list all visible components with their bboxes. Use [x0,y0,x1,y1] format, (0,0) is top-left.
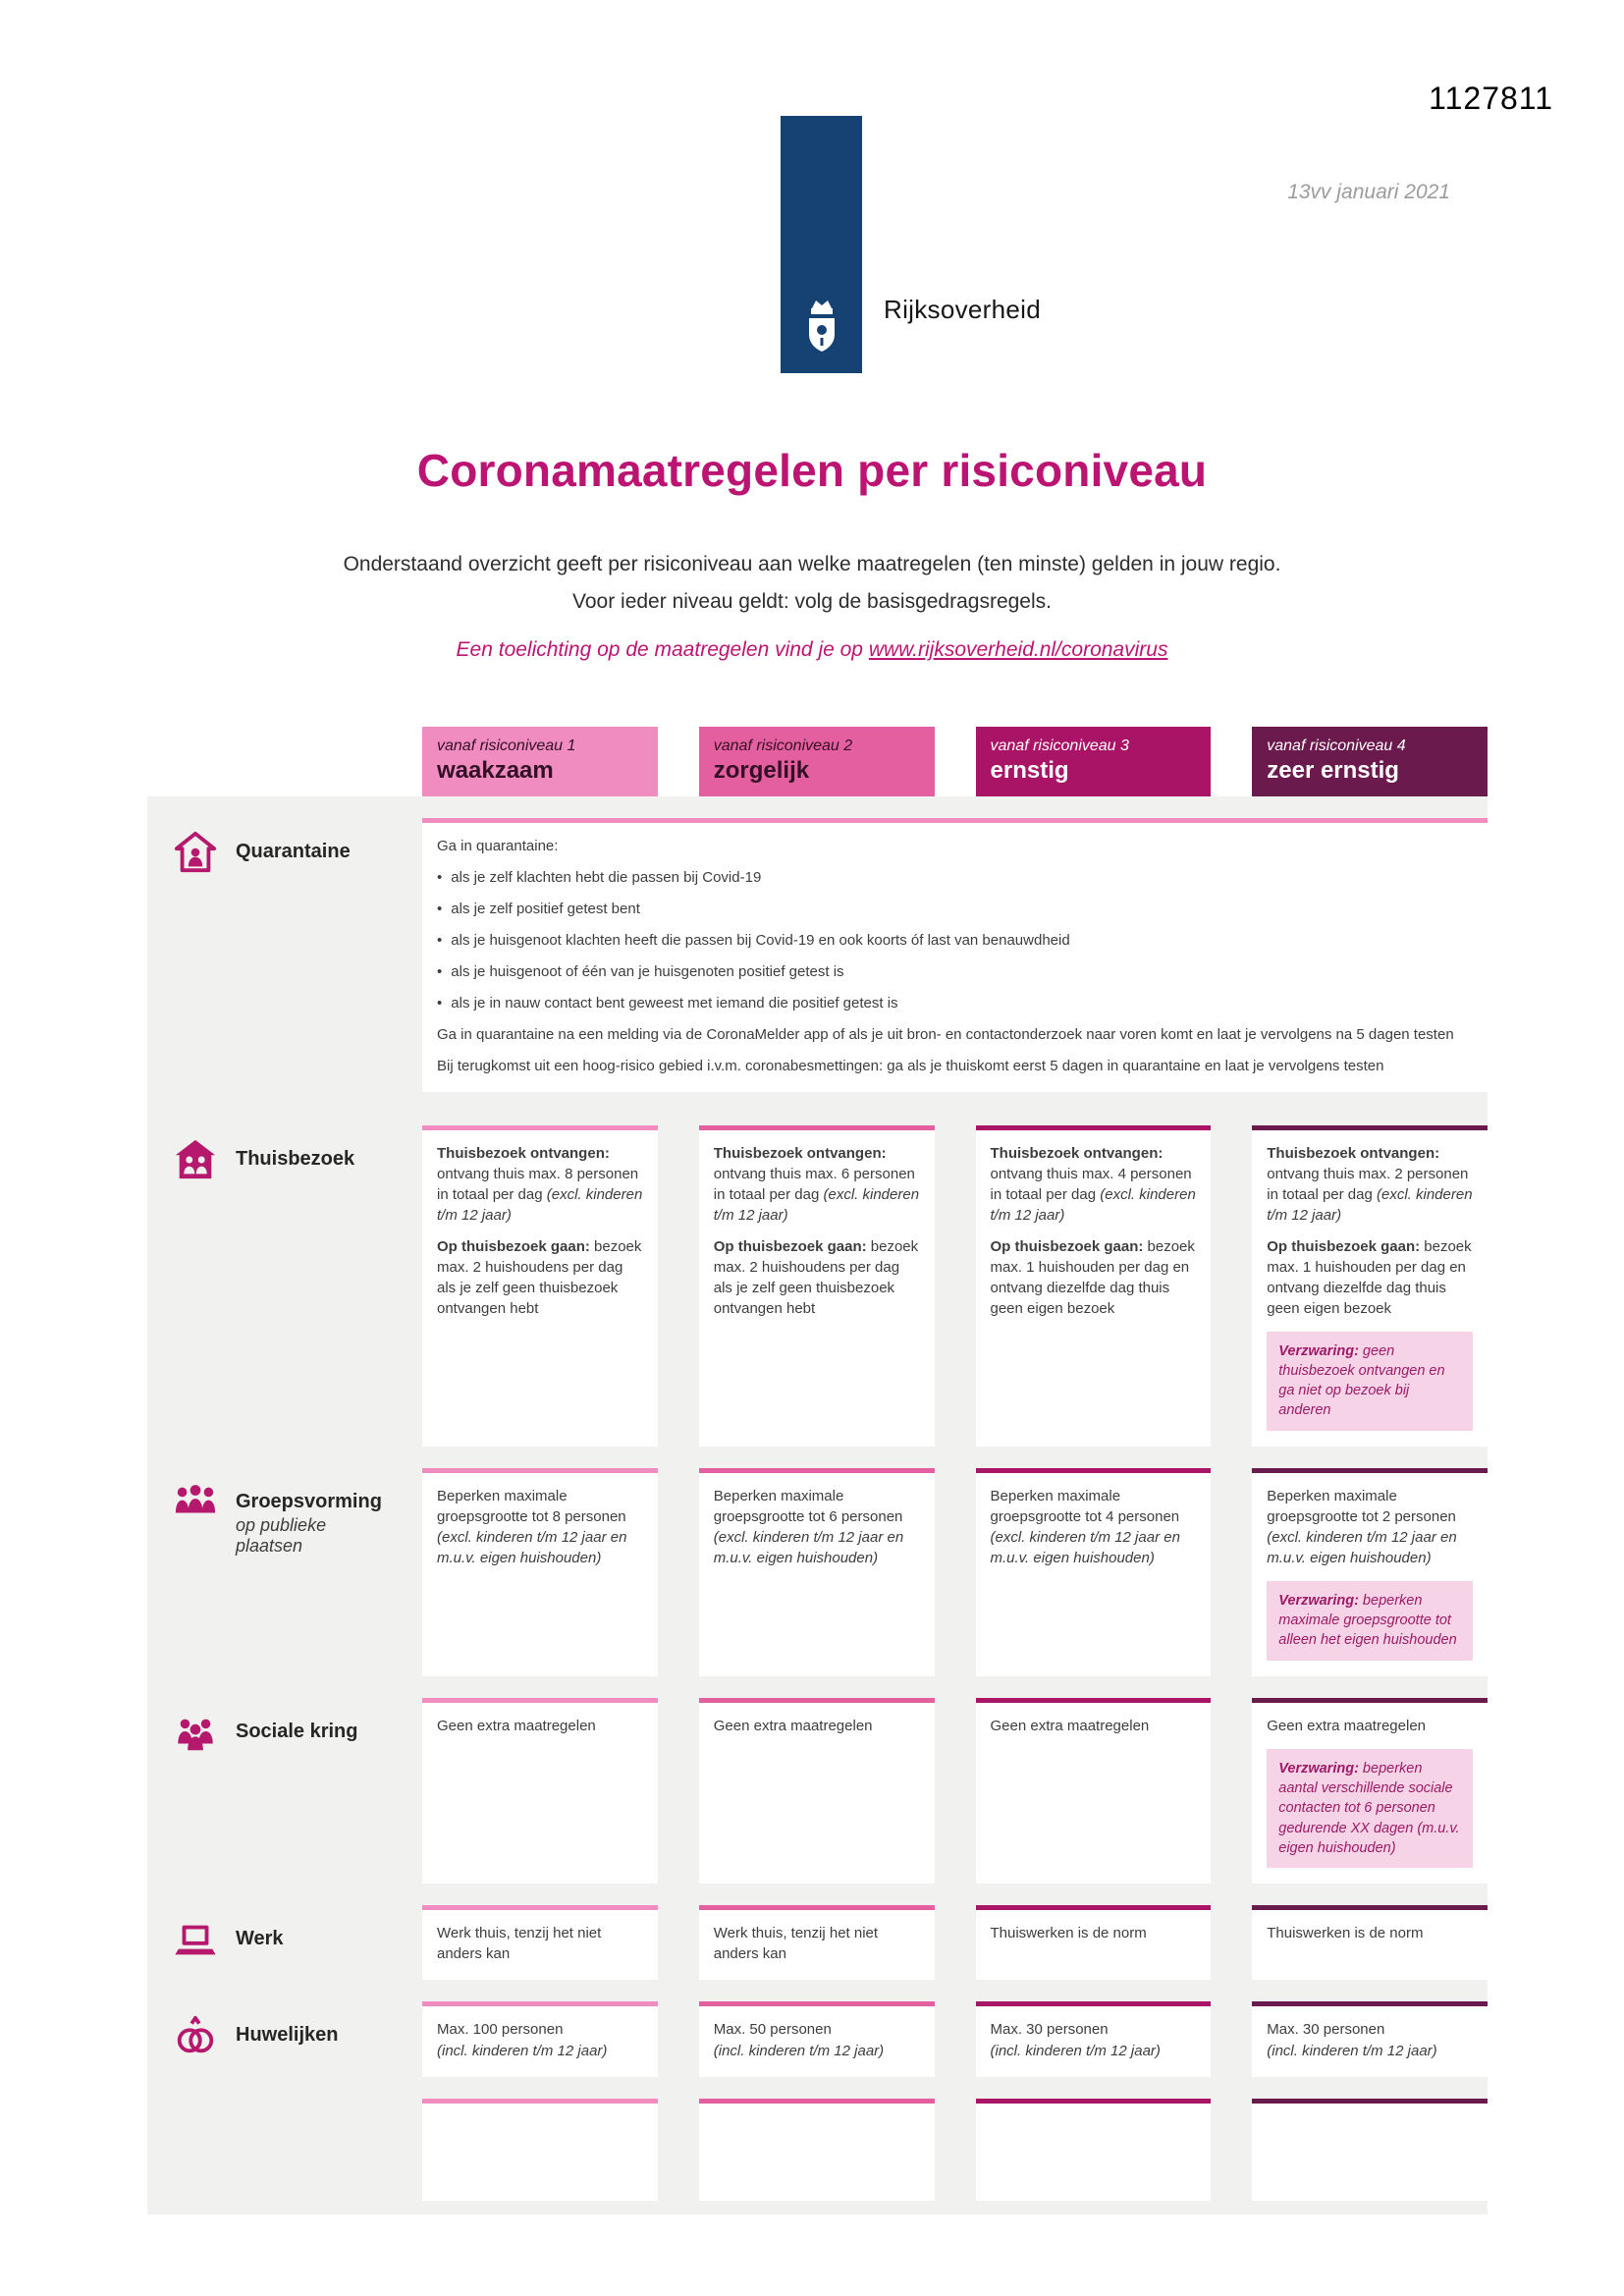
cell-paragraph [714,1143,920,1226]
verzwaring-lead: Verzwaring: [1278,1760,1359,1777]
row-title-wrap [236,1137,354,1171]
quarantaine-bullet [437,961,1473,982]
row-label-thuisbezoek [147,1125,381,1447]
lead-bold: Thuisbezoek ontvangen: [990,1144,1164,1162]
body-text: Beperken maximale groepsgrootte tot 2 personen [1267,1487,1456,1525]
sociale-kring-cell-zorgelijk [699,1698,935,1884]
body-text: bezoek max. 2 huishoudens per dag als je zelf geen thuisbezoek ontvangen hebt [713,1237,919,1317]
quarantaine-bullet [437,930,1473,951]
body-text: bezoek max. 1 huishouden per dag en ontvang diezelfde dag thuis geen eigen bezoek [990,1237,1195,1317]
row-title: Werk [236,1928,284,1950]
row-label-werk [147,1905,381,1980]
row-huwelijken [147,2001,1488,2077]
rijksoverheid-wordmark: Rijksoverheid [884,295,1041,324]
level-name: ernstig [990,757,1069,785]
cutoff-cell [976,2099,1212,2201]
cell-paragraph: Thuiswerken is de norm [990,1925,1147,1942]
cell-paragraph: Werk thuis, tenzij het niet anders kan [437,1925,602,1963]
body-text: bezoek max. 1 huishouden per dag en ontvang diezelfde dag thuis geen eigen bezoek [1267,1237,1472,1317]
row-title: Quarantaine [236,840,351,862]
bullet-dot: • [437,900,443,917]
level-name: waakzaam [437,757,554,785]
cell-paragraph [437,1486,643,1568]
huwelijken-cell-zorgelijk [699,2001,935,2077]
groepsvorming-cell-zeer-ernstig [1252,1468,1488,1676]
level-header-zorgelijk [699,727,935,796]
bullet-dot: • [437,868,443,886]
link-prefix: Een toelichting op de maatregelen vind je op [456,638,869,661]
cell-paragraph: Max. 30 personen [1267,2021,1385,2039]
cutoff-spacer [147,2099,381,2201]
quarantaine-bullet [437,899,1473,919]
italic-note: (excl. kinderen t/m 12 jaar en m.u.v. eigen huishouden) [713,1528,904,1566]
row-label-sociale-kring [147,1698,381,1884]
italic-note: (excl. kinderen t/m 12 jaar) [990,1185,1196,1224]
italic-note: (excl. kinderen t/m 12 jaar) [713,1185,920,1224]
italic-note: (incl. kinderen t/m 12 jaar) [1267,2043,1437,2060]
werk-cell-zorgelijk [699,1905,935,1980]
document-number: 1127811 [1429,81,1553,116]
cell-paragraph [1267,1486,1473,1568]
header-spacer [147,727,381,796]
level-pre-label: vanaf risiconiveau 4 [1267,738,1406,754]
level-header-row [147,727,1488,796]
huwelijken-cell-ernstig [976,2001,1212,2077]
social-circle-icon [173,1710,218,1755]
wedding-rings-icon [173,2013,218,2058]
thuisbezoek-cell-zorgelijk [699,1125,935,1447]
level-header-zeer-ernstig [1252,727,1488,796]
cell-paragraph [714,1236,920,1319]
body-text: ontvang thuis max. 2 personen in totaal per dag [1267,1165,1469,1203]
cutoff-cell [1252,2099,1488,2201]
cell-paragraph: Max. 30 personen [990,2021,1109,2039]
bullet-text: als je zelf klachten hebt die passen bij Covid-19 [451,868,762,886]
body-text: Beperken maximale groepsgrootte tot 4 personen [990,1487,1180,1525]
row-groepsvorming [147,1468,1488,1676]
thuisbezoek-cell-ernstig [976,1125,1212,1447]
cell-paragraph [991,1143,1197,1226]
row-title-wrap [236,1480,382,1557]
level-header-ernstig [976,727,1212,796]
home-visit-icon [173,1137,218,1182]
werk-cell-zeer-ernstig [1252,1905,1488,1980]
quarantaine-intro: Ga in quarantaine: [437,837,559,854]
quarantaine-note-1: Ga in quarantaine na een melding via de CoronaMelder app of als je uit bron- en contactonderzoek naar voren komt en laat je vervolgens na 5 dagen testen [437,1025,1454,1043]
verzwaring-text: geen thuisbezoek ontvangen en ga niet op bezoek bij anderen [1278,1342,1445,1419]
lead-bold: Thuisbezoek ontvangen: [713,1144,887,1162]
row-title-wrap [236,2013,338,2047]
row-title-wrap [236,1710,358,1743]
sociale-kring-cell-waakzaam [422,1698,658,1884]
cell-paragraph: Geen extra maatregelen [990,1717,1150,1734]
body-text: Beperken maximale groepsgrootte tot 6 personen [713,1487,903,1525]
verzwaring-text: beperken maximale groepsgrootte tot alleen het eigen huishouden [1278,1592,1457,1649]
italic-note: (excl. kinderen t/m 12 jaar en m.u.v. eigen huishouden) [437,1528,627,1566]
row-label-groepsvorming [147,1468,381,1676]
body-text: ontvang thuis max. 4 personen in totaal per dag [990,1165,1192,1203]
verzwaring-box [1267,1749,1473,1868]
verzwaring-lead: Verzwaring: [1278,1592,1359,1609]
row-quarantaine [147,818,1488,1092]
cell-paragraph [991,1486,1197,1568]
quarantaine-note-2: Bij terugkomst uit een hoog-risico gebied i.v.m. coronabesmettingen: ga als je thuiskomt eerst 5 dagen in quarantaine en laat je vervolgens testen [437,1057,1384,1074]
row-title-wrap [236,1917,284,1950]
quarantine-person-home-icon [173,830,218,875]
bullet-text: als je zelf positief getest bent [451,900,640,917]
body-text: bezoek max. 2 huishoudens per dag als je zelf geen thuisbezoek ontvangen hebt [437,1237,642,1317]
cell-paragraph: Werk thuis, tenzij het niet anders kan [713,1925,879,1963]
italic-note: (incl. kinderen t/m 12 jaar) [437,2043,608,2060]
lead-bold: Op thuisbezoek gaan: [990,1237,1144,1255]
row-sociale-kring [147,1698,1488,1884]
body-text: ontvang thuis max. 8 personen in totaal per dag [437,1165,639,1203]
bullet-text: als je in nauw contact bent geweest met iemand die positief getest is [451,994,898,1011]
bullet-text: als je huisgenoot klachten heeft die passen bij Covid-19 en ook koorts óf last van benauwdheid [451,931,1070,949]
cell-paragraph [437,1236,643,1319]
groepsvorming-cell-zorgelijk [699,1468,935,1676]
cell-paragraph [1267,1236,1473,1319]
cell-paragraph: Max. 50 personen [713,2021,832,2039]
row-label-quarantaine [147,818,381,1092]
cell-paragraph [714,1486,920,1568]
lead-bold: Thuisbezoek ontvangen: [1267,1144,1440,1162]
body-text: Beperken maximale groepsgrootte tot 8 personen [437,1487,626,1525]
quarantaine-bullet [437,867,1473,888]
groepsvorming-cell-waakzaam [422,1468,658,1676]
row-title: Groepsvorming [236,1490,382,1512]
measures-panel [147,796,1488,2215]
row-cutoff [147,2099,1488,2201]
bullet-dot: • [437,994,443,1011]
verzwaring-lead: Verzwaring: [1278,1342,1359,1359]
quarantaine-content-cell [422,818,1488,1092]
coat-of-arms-icon [800,295,843,359]
italic-note: (excl. kinderen t/m 12 jaar) [1267,1185,1473,1224]
huwelijken-cell-zeer-ernstig [1252,2001,1488,2077]
cutoff-cell [699,2099,935,2201]
verzwaring-text: beperken aantal verschillende sociale contacten tot 6 personen gedurende XX dagen (m.u.v. eigen huishouden) [1278,1760,1460,1856]
verzwaring-box [1267,1332,1473,1431]
cell-paragraph [437,1143,643,1226]
row-subtitle: op publieke plaatsen [236,1514,327,1556]
cutoff-cell [422,2099,658,2201]
cell-paragraph: Thuiswerken is de norm [1267,1925,1424,1942]
bullet-dot: • [437,962,443,980]
italic-note: (incl. kinderen t/m 12 jaar) [713,2043,885,2060]
cell-paragraph: Geen extra maatregelen [713,1717,873,1734]
row-label-huwelijken [147,2001,381,2077]
huwelijken-cell-waakzaam [422,2001,658,2077]
cell-paragraph [1267,1143,1473,1226]
level-header-waakzaam [422,727,658,796]
row-title-wrap [236,830,351,863]
row-werk [147,1905,1488,1980]
group-people-icon [173,1480,218,1525]
cell-paragraph: Max. 100 personen [437,2021,564,2039]
cell-paragraph [991,1236,1197,1319]
italic-note: (excl. kinderen t/m 12 jaar en m.u.v. eigen huishouden) [990,1528,1180,1566]
italic-note: (excl. kinderen t/m 12 jaar) [437,1185,643,1224]
level-pre-label: vanaf risiconiveau 2 [713,738,853,754]
link-line [0,638,1624,662]
lead-bold: Op thuisbezoek gaan: [713,1237,867,1255]
level-pre-label: vanaf risiconiveau 3 [990,738,1129,754]
lead-bold: Op thuisbezoek gaan: [437,1237,590,1255]
row-thuisbezoek [147,1125,1488,1447]
groepsvorming-cell-ernstig [976,1468,1212,1676]
laptop-icon [173,1917,218,1962]
thuisbezoek-cell-zeer-ernstig [1252,1125,1488,1447]
body-text: ontvang thuis max. 6 personen in totaal per dag [713,1165,915,1203]
werk-cell-ernstig [976,1905,1212,1980]
level-pre-label: vanaf risiconiveau 1 [437,738,576,754]
verzwaring-box [1267,1581,1473,1661]
italic-note: (incl. kinderen t/m 12 jaar) [990,2043,1161,2060]
cell-paragraph: Geen extra maatregelen [437,1717,596,1734]
quarantaine-bullet [437,993,1473,1013]
bullet-dot: • [437,931,443,949]
sociale-kring-cell-ernstig [976,1698,1212,1884]
intro-line-2: Voor ieder niveau geldt: volg de basisgedragsregels. [572,589,1052,613]
row-title: Sociale kring [236,1720,358,1742]
document-date: 13vv januari 2021 [1287,181,1450,203]
measures-table [147,727,1488,2214]
intro-text [0,546,1624,621]
lead-bold: Op thuisbezoek gaan: [1267,1237,1421,1255]
werk-cell-waakzaam [422,1905,658,1980]
thuisbezoek-cell-waakzaam [422,1125,658,1447]
row-title: Thuisbezoek [236,1147,355,1170]
italic-note: (excl. kinderen t/m 12 jaar en m.u.v. eigen huishouden) [1267,1528,1457,1566]
level-name: zeer ernstig [1267,757,1399,785]
cell-paragraph: Geen extra maatregelen [1267,1717,1427,1734]
intro-line-1: Onderstaand overzicht geeft per risiconiveau aan welke maatregelen (ten minste) gelden in jouw regio. [343,553,1281,575]
sociale-kring-cell-zeer-ernstig [1252,1698,1488,1884]
bullet-text: als je huisgenoot of één van je huisgenoten positief getest is [451,962,844,980]
lead-bold: Thuisbezoek ontvangen: [437,1144,610,1162]
rijksoverheid-logo-ribbon [781,116,862,373]
level-name: zorgelijk [713,757,810,785]
coronavirus-info-link[interactable]: www.rijksoverheid.nl/coronavirus [868,638,1168,661]
page-title: Coronamaatregelen per risiconiveau [416,445,1208,496]
row-title: Huwelijken [236,2024,339,2047]
